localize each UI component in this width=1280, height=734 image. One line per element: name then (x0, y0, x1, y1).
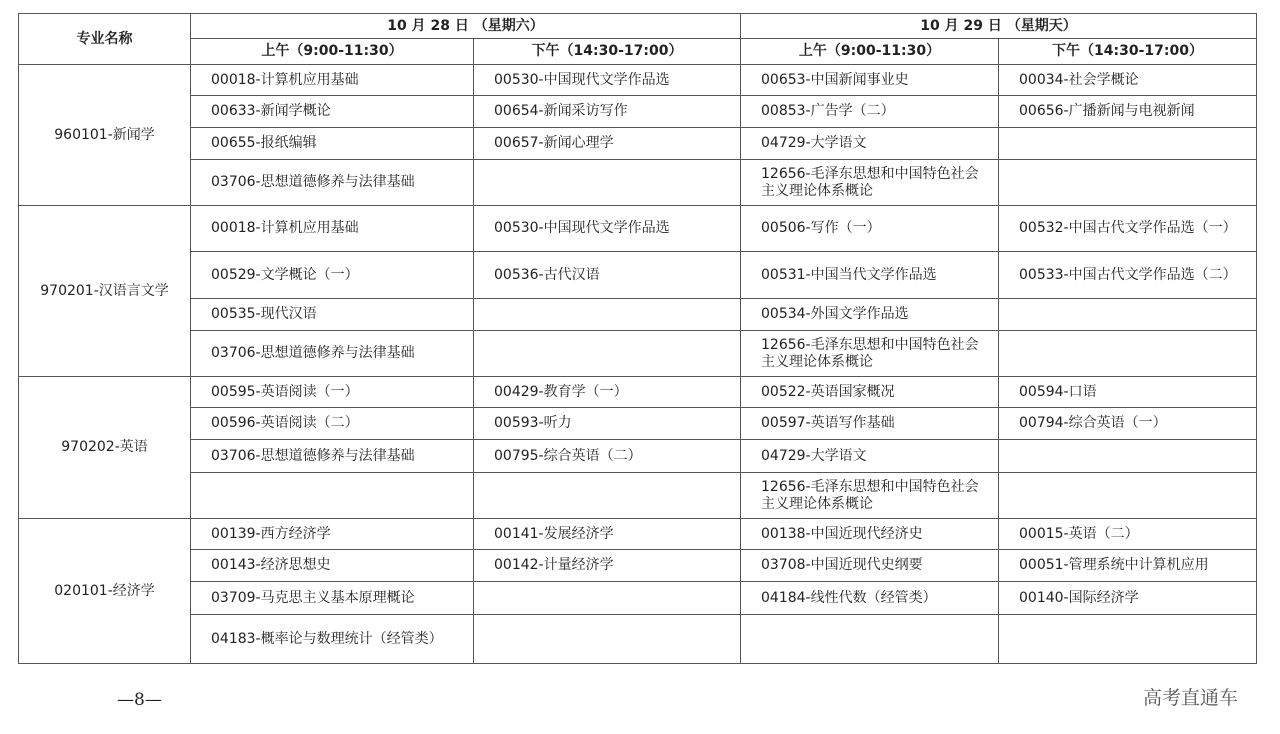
exam-course-cell: 00597-英语写作基础 (741, 408, 999, 440)
exam-course-cell: 03708-中国近现代史纲要 (741, 550, 999, 582)
day1-am-header: 上午（9:00-11:30） (191, 39, 474, 65)
exam-schedule-table (18, 13, 1257, 664)
table-row (19, 96, 1257, 128)
table-row (19, 331, 1257, 377)
table-row (19, 473, 1257, 519)
exam-course-cell: 00654-新闻采访写作 (474, 96, 741, 128)
day2-am-header: 上午（9:00-11:30） (741, 39, 999, 65)
exam-course-cell (474, 160, 741, 206)
table-row (19, 160, 1257, 206)
exam-course-cell: 00657-新闻心理学 (474, 128, 741, 160)
exam-course-cell: 03706-思想道德修养与法律基础 (191, 440, 474, 473)
exam-course-cell (999, 615, 1257, 664)
watermark: 高考直通车 (1143, 687, 1239, 709)
day1-header: 10 月 28 日 （星期六） (191, 14, 741, 39)
exam-course-cell: 00531-中国当代文学作品选 (741, 252, 999, 299)
exam-course-cell (741, 615, 999, 664)
exam-course-cell: 00142-计量经济学 (474, 550, 741, 582)
exam-course-cell: 00594-口语 (999, 377, 1257, 408)
table-row (19, 582, 1257, 615)
page-number: —8— (117, 690, 162, 710)
exam-course-cell: 00034-社会学概论 (999, 65, 1257, 96)
exam-course-cell (999, 160, 1257, 206)
day2-header: 10 月 29 日 （星期天） (741, 14, 1257, 39)
major-name-cell: 960101-新闻学 (19, 65, 191, 206)
exam-course-cell: 00593-听力 (474, 408, 741, 440)
exam-course-cell: 12656-毛泽东思想和中国特色社会主义理论体系概论 (741, 160, 999, 206)
exam-course-cell: 00522-英语国家概况 (741, 377, 999, 408)
exam-course-cell: 00529-文学概论（一） (191, 252, 474, 299)
exam-course-cell: 03706-思想道德修养与法律基础 (191, 160, 474, 206)
exam-course-cell: 12656-毛泽东思想和中国特色社会主义理论体系概论 (741, 473, 999, 519)
exam-course-cell (474, 331, 741, 377)
table-row (19, 519, 1257, 550)
exam-course-cell: 00138-中国近现代经济史 (741, 519, 999, 550)
exam-course-cell (474, 299, 741, 331)
day1-pm-header: 下午（14:30-17:00） (474, 39, 741, 65)
exam-course-cell: 00535-现代汉语 (191, 299, 474, 331)
exam-course-cell: 00506-写作（一） (741, 206, 999, 252)
exam-course-cell: 00141-发展经济学 (474, 519, 741, 550)
major-name-cell: 970201-汉语言文学 (19, 206, 191, 377)
exam-course-cell: 00530-中国现代文学作品选 (474, 65, 741, 96)
exam-course-cell: 00655-报纸编辑 (191, 128, 474, 160)
table-row (19, 206, 1257, 252)
exam-course-cell: 00595-英语阅读（一） (191, 377, 474, 408)
exam-course-cell: 04183-概率论与数理统计（经管类） (191, 615, 474, 664)
exam-course-cell (474, 473, 741, 519)
exam-course-cell: 00532-中国古代文学作品选（一） (999, 206, 1257, 252)
exam-course-cell: 00429-教育学（一） (474, 377, 741, 408)
exam-course-cell (999, 299, 1257, 331)
exam-course-cell: 04729-大学语文 (741, 440, 999, 473)
exam-course-cell: 00536-古代汉语 (474, 252, 741, 299)
exam-course-cell: 03709-马克思主义基本原理概论 (191, 582, 474, 615)
exam-course-cell: 00139-西方经济学 (191, 519, 474, 550)
exam-course-cell (999, 128, 1257, 160)
exam-course-cell (999, 473, 1257, 519)
exam-course-cell (999, 440, 1257, 473)
major-name-cell: 020101-经济学 (19, 519, 191, 664)
table-row (19, 440, 1257, 473)
table-row (19, 65, 1257, 96)
exam-course-cell: 00795-综合英语（二） (474, 440, 741, 473)
exam-course-cell: 03706-思想道德修养与法律基础 (191, 331, 474, 377)
exam-course-cell: 00653-中国新闻事业史 (741, 65, 999, 96)
schedule-body (19, 65, 1257, 664)
exam-course-cell: 04184-线性代数（经管类） (741, 582, 999, 615)
exam-course-cell: 00530-中国现代文学作品选 (474, 206, 741, 252)
exam-course-cell: 00534-外国文学作品选 (741, 299, 999, 331)
exam-course-cell: 00140-国际经济学 (999, 582, 1257, 615)
exam-course-cell: 00051-管理系统中计算机应用 (999, 550, 1257, 582)
exam-course-cell: 00533-中国古代文学作品选（二） (999, 252, 1257, 299)
table-row (19, 550, 1257, 582)
table-row (19, 377, 1257, 408)
table-row (19, 408, 1257, 440)
exam-course-cell (191, 473, 474, 519)
day2-pm-header: 下午（14:30-17:00） (999, 39, 1257, 65)
exam-course-cell (474, 582, 741, 615)
exam-course-cell (474, 615, 741, 664)
table-row (19, 252, 1257, 299)
exam-course-cell: 12656-毛泽东思想和中国特色社会主义理论体系概论 (741, 331, 999, 377)
major-column-header: 专业名称 (19, 14, 191, 65)
exam-course-cell: 00794-综合英语（一） (999, 408, 1257, 440)
table-row (19, 299, 1257, 331)
exam-course-cell: 00853-广告学（二） (741, 96, 999, 128)
exam-course-cell: 04729-大学语文 (741, 128, 999, 160)
table-row (19, 128, 1257, 160)
major-name-cell: 970202-英语 (19, 377, 191, 519)
exam-course-cell: 00656-广播新闻与电视新闻 (999, 96, 1257, 128)
exam-course-cell: 00018-计算机应用基础 (191, 206, 474, 252)
exam-course-cell: 00143-经济思想史 (191, 550, 474, 582)
exam-course-cell (999, 331, 1257, 377)
exam-course-cell: 00596-英语阅读（二） (191, 408, 474, 440)
exam-course-cell: 00018-计算机应用基础 (191, 65, 474, 96)
table-row (19, 615, 1257, 664)
exam-course-cell: 00633-新闻学概论 (191, 96, 474, 128)
exam-course-cell: 00015-英语（二） (999, 519, 1257, 550)
